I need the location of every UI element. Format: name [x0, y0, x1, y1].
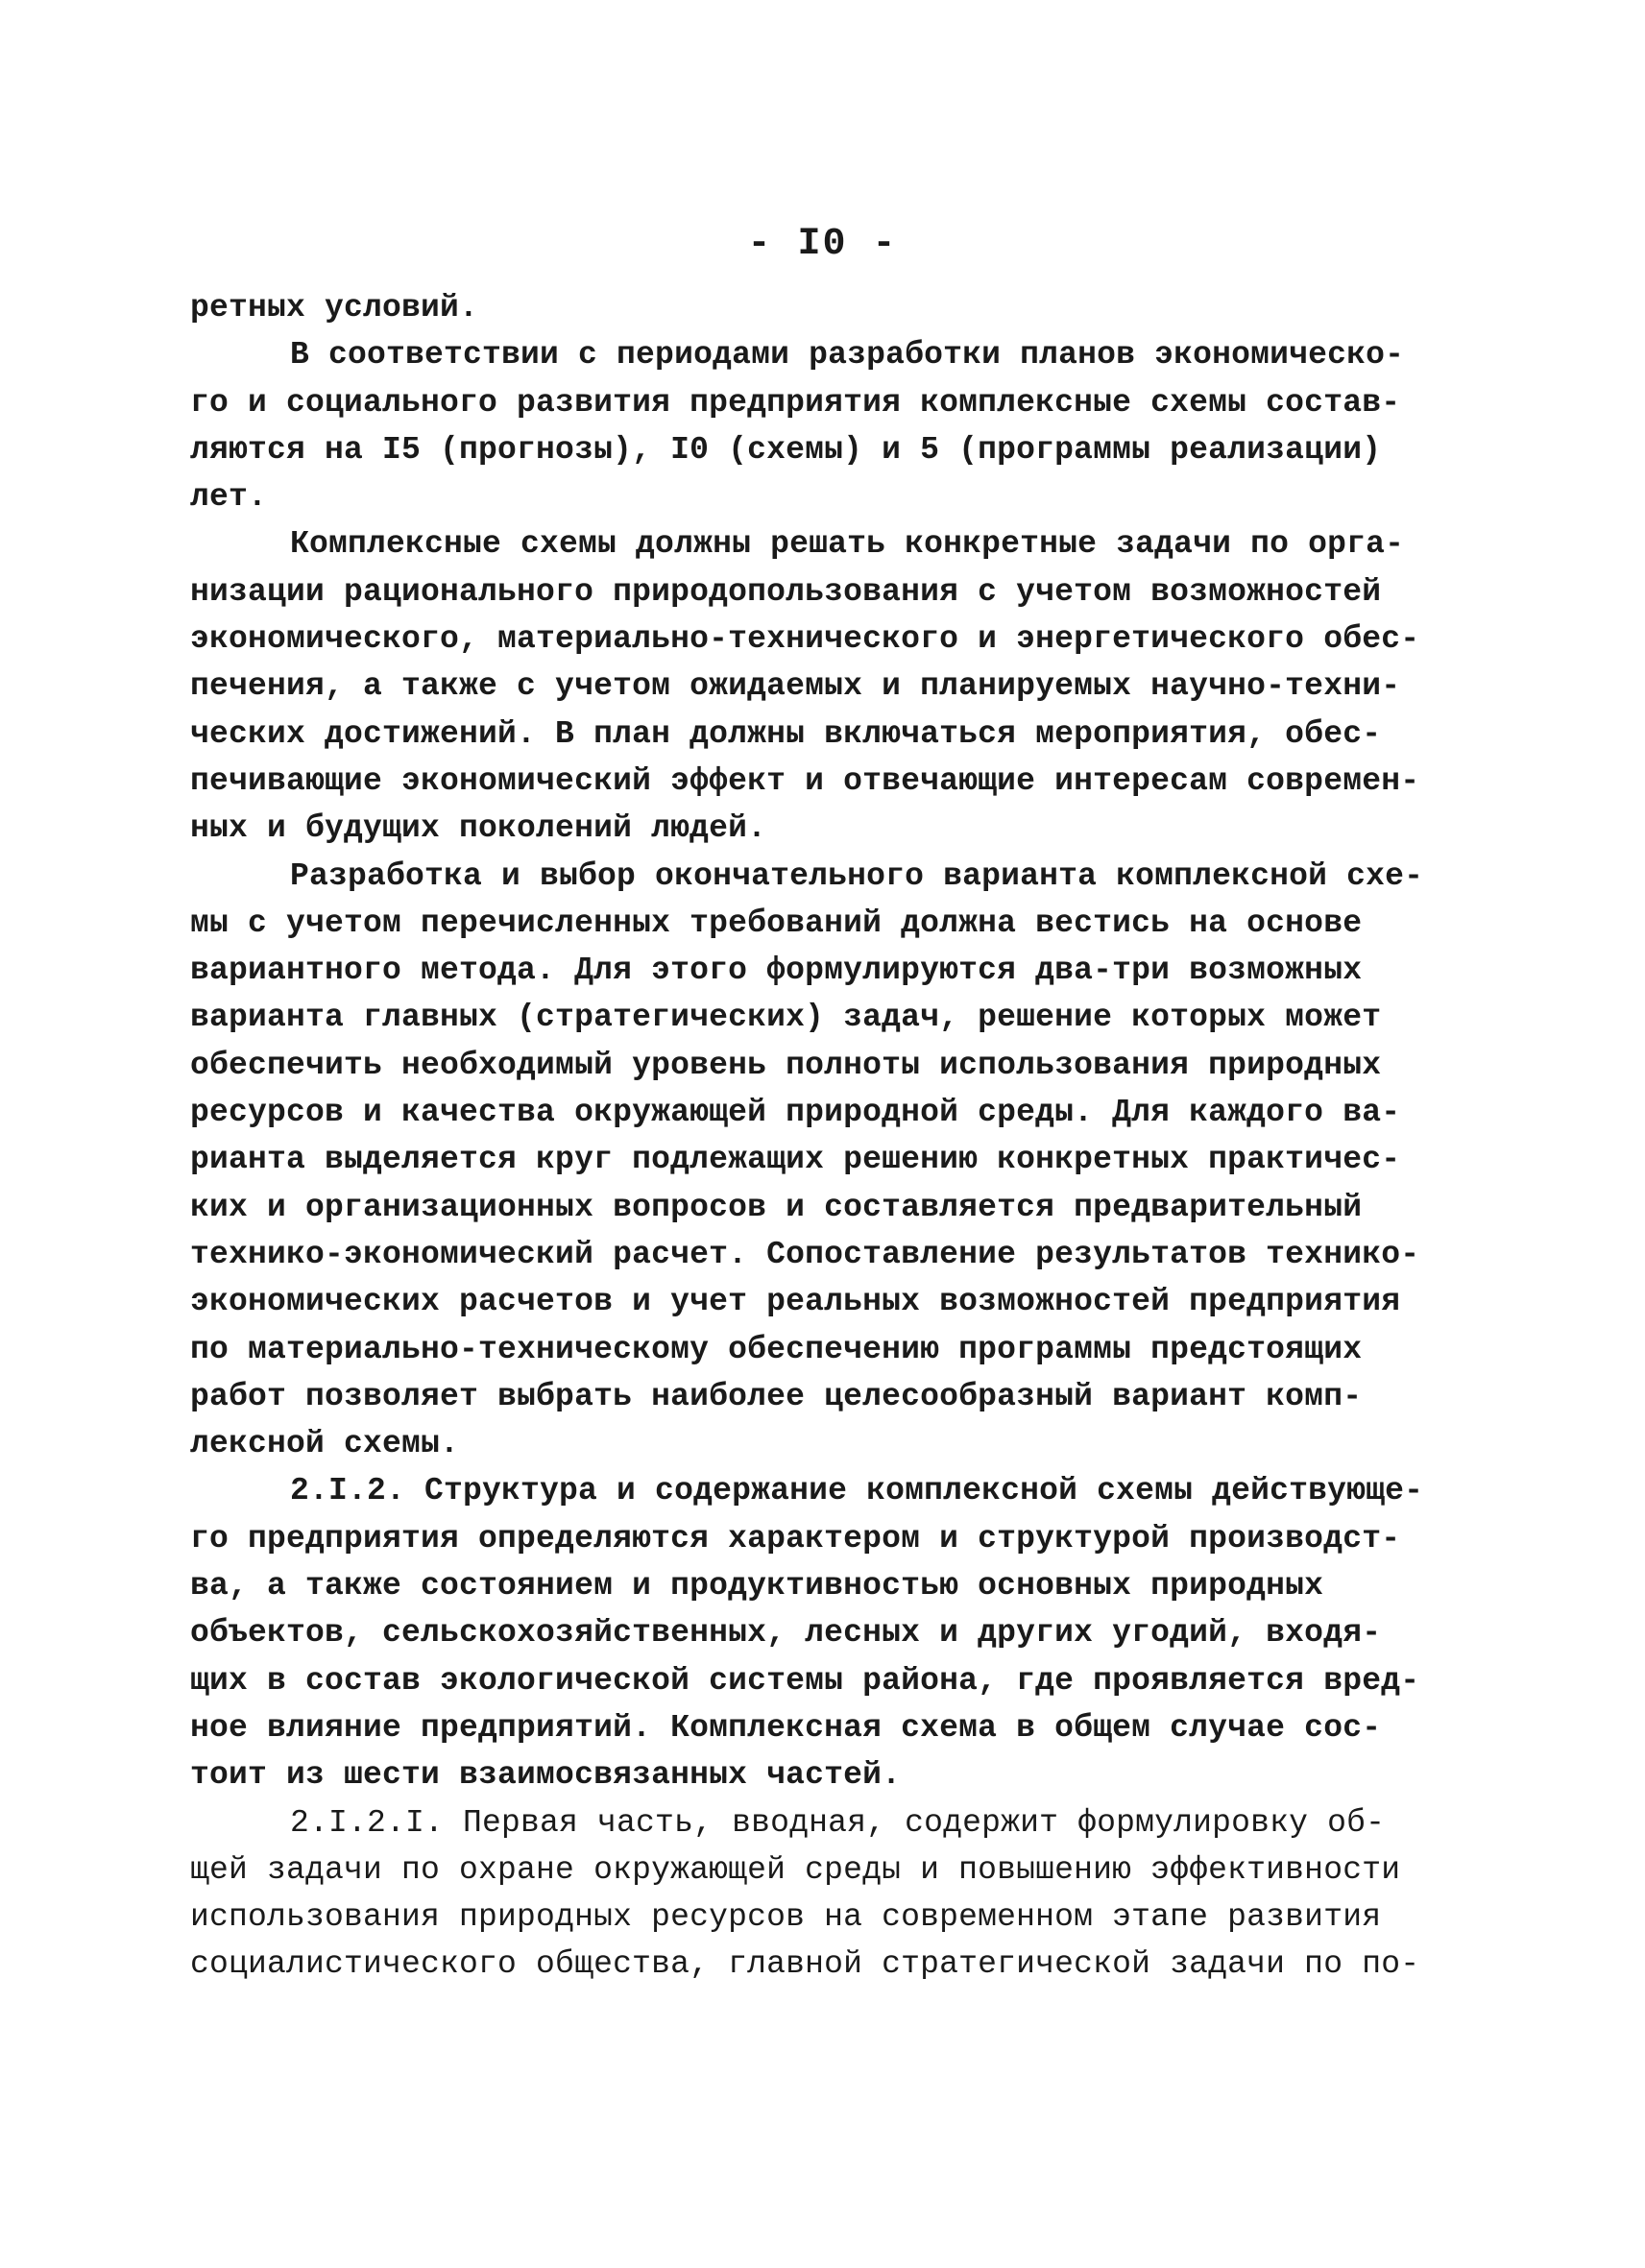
- text-line: ляются на I5 (прогнозы), I0 (схемы) и 5 (программы реализации): [190, 431, 1382, 468]
- text-line: работ позволяет выбрать наиболее целесообразный вариант комп-: [190, 1378, 1363, 1414]
- body-text: [190, 284, 1458, 1989]
- text-line: экономического, материально-технического и энергетического обес-: [190, 621, 1420, 658]
- text-line: го предприятия определяются характером и структурой производст-: [190, 1520, 1401, 1556]
- text-line: варианта главных (стратегических) задач, решение которых может: [190, 1000, 1382, 1036]
- text-line: технико-экономический расчет. Сопоставление результатов технико-: [190, 1236, 1420, 1272]
- paragraph-start-line: 2.I.2. Структура и содержание комплексной схемы действующе-: [290, 1473, 1424, 1509]
- text-line: обеспечить необходимый уровень полноты использования природных: [190, 1047, 1382, 1083]
- text-line: ких и организационных вопросов и составляется предварительный: [190, 1189, 1363, 1225]
- text-line: социалистического общества, главной стратегической задачи по по-: [190, 1946, 1420, 1983]
- paragraph-start-line: Разработка и выбор окончательного варианта комплексной схе-: [290, 857, 1424, 894]
- text-line: лет.: [190, 479, 268, 516]
- text-line: печения, а также с учетом ожидаемых и планируемых научно-техни-: [190, 668, 1401, 705]
- paragraph-start-line: В соответствии с периодами разработки планов экономическо-: [290, 337, 1405, 374]
- text-line: ретных условий.: [190, 290, 479, 326]
- text-line: го и социального развития предприятия комплексные схемы состав-: [190, 384, 1401, 421]
- text-line: печивающие экономический эффект и отвечающие интересам современ-: [190, 762, 1420, 799]
- text-line: использования природных ресурсов на современном этапе развития: [190, 1899, 1382, 1936]
- text-line: вариантного метода. Для этого формулируются два-три возможных: [190, 953, 1363, 989]
- text-line: лексной схемы.: [190, 1426, 460, 1462]
- text-line: ных и будущих поколений людей.: [190, 810, 767, 847]
- text-line: ресурсов и качества окружающей природной среды. Для каждого ва-: [190, 1095, 1401, 1131]
- paragraph-start-line: Комплексные схемы должны решать конкретные задачи по орга-: [290, 526, 1405, 563]
- paragraph-start-line: 2.I.2.I. Первая часть, вводная, содержит формулировку об-: [290, 1804, 1386, 1841]
- text-line: ное влияние предприятий. Комплексная схема в общем случае сос-: [190, 1709, 1382, 1746]
- text-line: тоит из шести взаимосвязанных частей.: [190, 1757, 902, 1794]
- text-line: рианта выделяется круг подлежащих решению конкретных практичес-: [190, 1142, 1401, 1178]
- text-line: ва, а также состоянием и продуктивностью основных природных: [190, 1568, 1324, 1604]
- text-line: щей задачи по охране окружающей среды и повышению эффективности: [190, 1851, 1401, 1888]
- text-line: по материально-техническому обеспечению программы предстоящих: [190, 1331, 1363, 1367]
- text-line: щих в состав экологической системы района, где проявляется вред-: [190, 1662, 1420, 1699]
- text-line: объектов, сельскохозяйственных, лесных и других угодий, входя-: [190, 1615, 1382, 1652]
- page-number: - I0 -: [747, 223, 898, 266]
- text-line: низации рационального природопользования с учетом возможностей: [190, 573, 1382, 610]
- text-line: экономических расчетов и учет реальных возможностей предприятия: [190, 1284, 1401, 1320]
- text-line: мы с учетом перечисленных требований должна вестись на основе: [190, 905, 1363, 941]
- text-line: ческих достижений. В план должны включаться мероприятия, обес-: [190, 715, 1382, 752]
